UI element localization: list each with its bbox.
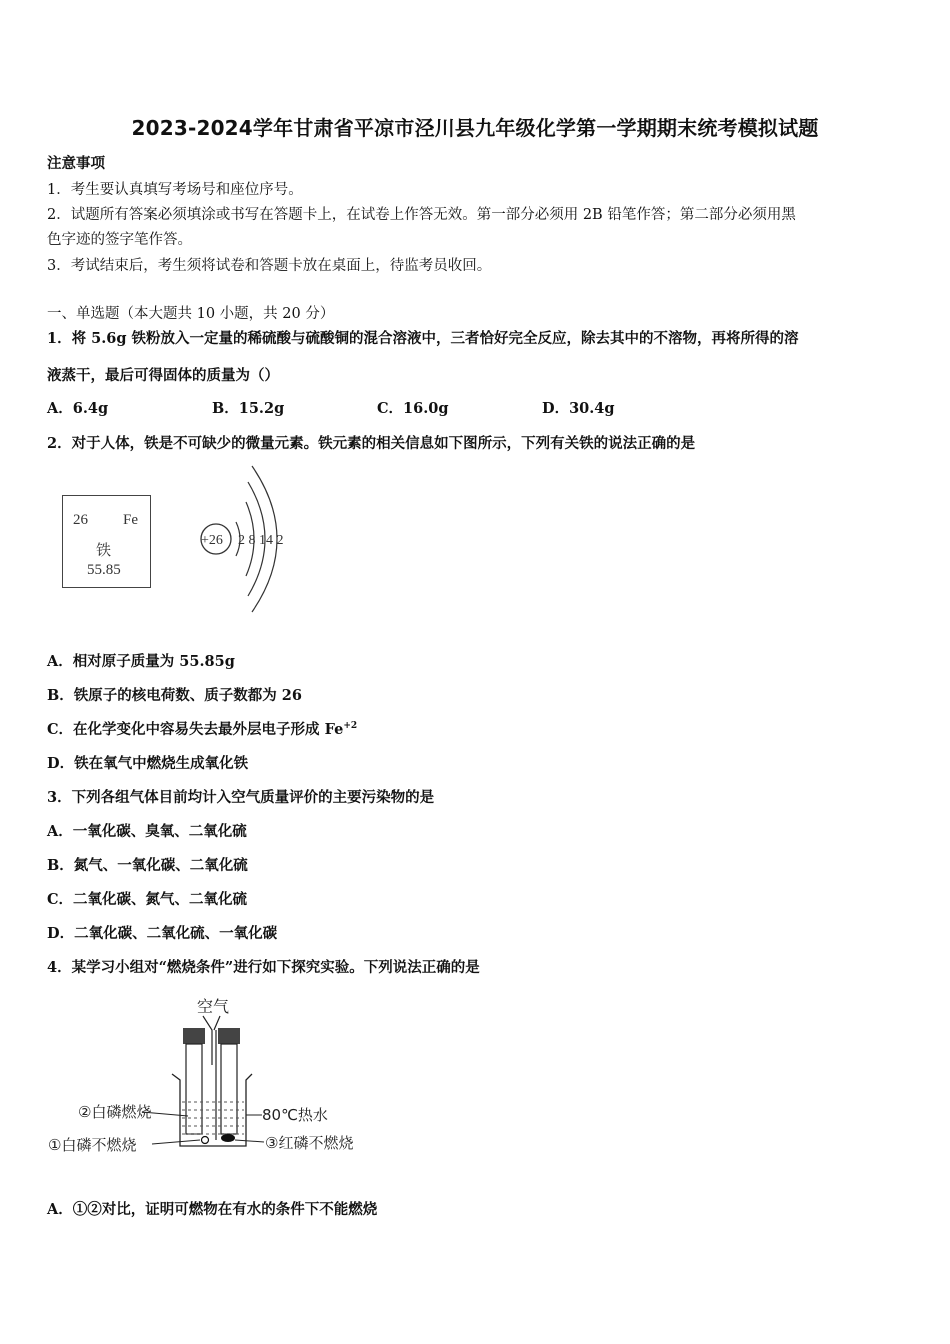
red-phosphorus-not-burning-label: ③红磷不燃烧	[265, 1134, 354, 1152]
air-label: 空气	[197, 997, 230, 1016]
notice-item: 3．考试结束后，考生须将试卷和答题卡放在桌面上，待监考员收回。	[47, 258, 492, 274]
q1-option-a: A．6.4g	[47, 400, 109, 417]
white-phosphorus-burning-label: ②白磷燃烧	[78, 1103, 152, 1121]
q4-option-a: A．①②对比，证明可燃物在有水的条件下不能燃烧	[47, 1201, 378, 1218]
pointer-label1	[152, 1140, 200, 1144]
q1-stem-line2: 液蒸干，最后可得固体的质量为（）	[47, 367, 279, 384]
water-surface-lines	[182, 1102, 244, 1134]
q3-option-b: B．氮气、一氧化碳、二氧化硫	[47, 857, 248, 874]
atomic-mass: 55.85	[87, 562, 121, 578]
nucleus-charge: +26	[201, 533, 223, 548]
air-tube-right	[214, 1016, 220, 1030]
periodic-table-cell	[62, 495, 151, 588]
pointer-label3	[235, 1140, 264, 1142]
q2-option-b: B．铁原子的核电荷数、质子数都为 26	[47, 687, 302, 704]
q1-option-c: C．16.0g	[377, 400, 449, 417]
white-phosphorus-not-burning-label: ①白磷不燃烧	[48, 1136, 137, 1154]
notice-item: 2．试题所有答案必须填涂或书写在答题卡上，在试卷上作答无效。第一部分必须用 2B 铅笔作答；第二部分必须用黑	[47, 207, 796, 223]
q3-option-a: A．一氧化碳、臭氧、二氧化硫	[47, 823, 247, 840]
q3-stem: 3．下列各组气体目前均计入空气质量评价的主要污染物的是	[47, 789, 435, 806]
section-heading: 一、单选题（本大题共 10 小题，共 20 分）	[47, 306, 335, 322]
hot-water-label: 80℃热水	[262, 1106, 328, 1124]
notice-heading: 注意事项	[47, 155, 105, 172]
red-phosphorus	[221, 1134, 235, 1142]
q1-option-d: D．30.4g	[542, 400, 615, 417]
charge-superscript: +2	[343, 721, 358, 732]
left-test-tube	[186, 1044, 202, 1134]
notice-item: 1．考生要认真填写考场号和座位序号。	[47, 182, 303, 198]
q2-option-a: A．相对原子质量为 55.85g	[47, 653, 235, 670]
exam-title: 2023-2024学年甘肃省平凉市泾川县九年级化学第一学期期末统考模拟试题	[131, 116, 819, 140]
right-stopper	[218, 1028, 240, 1044]
q1-option-b: B．15.2g	[212, 400, 285, 417]
right-test-tube	[221, 1044, 237, 1134]
q3-option-d: D．二氧化碳、二氧化硫、一氧化碳	[47, 925, 278, 942]
atomic-number: 26	[73, 512, 88, 528]
atom-structure-diagram	[190, 462, 310, 614]
q2-option-d: D．铁在氧气中燃烧生成氧化铁	[47, 755, 249, 772]
q2-stem: 2．对于人体，铁是不可缺少的微量元素。铁元素的相关信息如下图所示，下列有关铁的说法正确的是	[47, 435, 696, 452]
q1-stem-line1: 1．将 5.6g 铁粉放入一定量的稀硫酸与硫酸铜的混合溶液中，三者恰好完全反应，除去其中的不溶物，再将所得的溶	[47, 330, 799, 347]
q3-option-c: C．二氧化碳、氮气、二氧化硫	[47, 891, 248, 908]
white-phosphorus	[202, 1137, 209, 1144]
left-stopper	[183, 1028, 205, 1044]
combustion-experiment-diagram	[40, 990, 380, 1170]
shell-electrons: 2 8 14 2	[238, 533, 284, 548]
notice-item: 色字迹的签字笔作答。	[47, 232, 192, 248]
q2-option-c	[47, 718, 357, 739]
element-symbol: Fe	[123, 512, 138, 528]
q2-option-c-text: C．在化学变化中容易失去最外层电子形成 Fe	[47, 721, 344, 738]
element-name: 铁	[96, 543, 112, 559]
q4-stem: 4．某学习小组对“燃烧条件”进行如下探究实验。下列说法正确的是	[47, 959, 480, 976]
